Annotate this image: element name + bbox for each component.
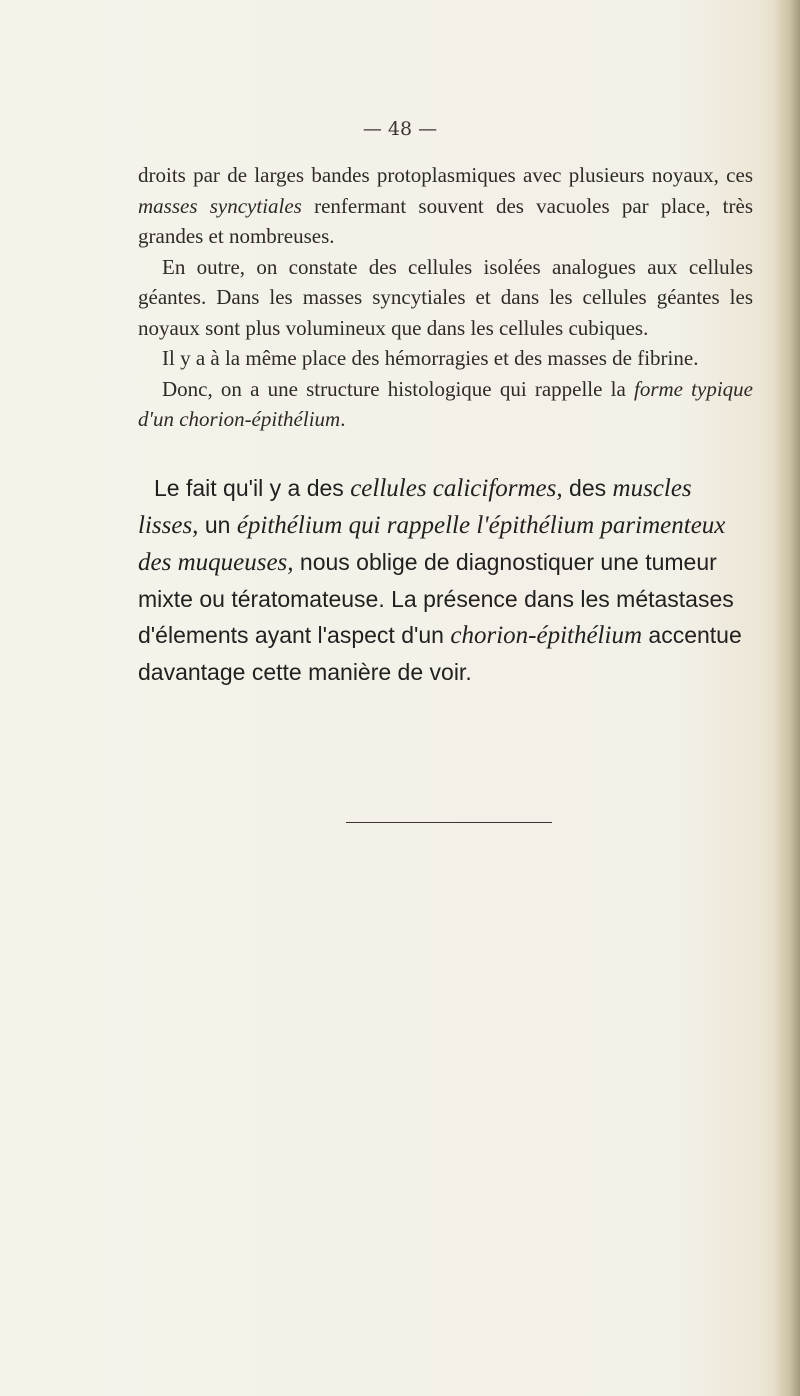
paragraph-conclusion: Donc, on a une structure histologique qui rappelle la forme typique d'un chorion-épithélium. bbox=[138, 376, 753, 431]
page-number: — 48 — bbox=[362, 118, 438, 140]
italic-term-chorion-epithelium-2: chorion-épithélium bbox=[450, 622, 643, 649]
original-text-block bbox=[138, 160, 753, 435]
paragraph-hemorrhages: Il y a à la même place des hémorragies et des masses de fibrine. bbox=[162, 346, 699, 370]
page-edge-shadow bbox=[774, 0, 800, 1396]
italic-term-muscles-lisses: muscles lisses, bbox=[138, 475, 692, 539]
paragraph-syncytial-masses: droits par de larges bandes protoplasmiques avec plusieurs noyaux, ces masses syncytiales renfermant souvent des vacuoles par place, très grandes et nombreuses. bbox=[138, 163, 753, 248]
italic-term-cellules-caliciformes: cellules caliciformes, bbox=[350, 475, 563, 502]
italic-term-masses-syncytiales: masses syncytiales bbox=[138, 193, 302, 218]
paragraph-mixed-tumor-diagnosis: Le fait qu'il y a des cellules caliciformes, des muscles lisses, un épithélium qui rappelle l'épithélium parimenteux des muqueuses, nous oblige de diagnostiquer une tumeur mixte ou tératomateuse. La présence dans les métastases d'élements ayant l'aspect d'un chorion-épithélium accentue davantage cette manière de voir. bbox=[138, 475, 742, 685]
paragraph-giant-cells: En outre, on constate des cellules isolées analogues aux cellules géantes. Dans les masses syncytiales et dans les cellules géantes les noyaux sont plus volumineux que dans les cellules cubiques. bbox=[138, 254, 753, 340]
italic-term-epithelium: épithélium qui rappelle l'épithélium parimenteux des muqueuses, bbox=[138, 512, 726, 576]
section-end-rule bbox=[346, 822, 552, 823]
italic-term-chorion-epithelium: forme typique d'un chorion-épithélium bbox=[138, 376, 753, 431]
added-text-block bbox=[138, 470, 753, 690]
